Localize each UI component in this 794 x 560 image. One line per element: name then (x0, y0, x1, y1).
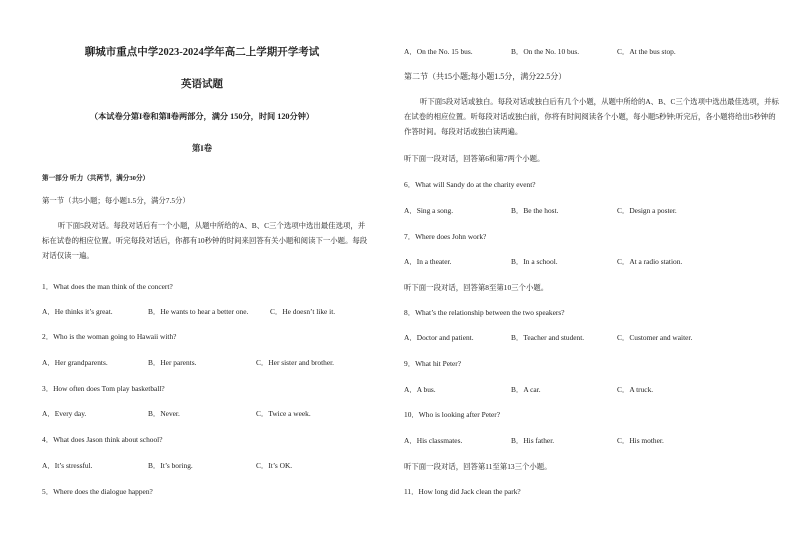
question-2: 2．Who is the woman going to Hawaii with? (42, 332, 177, 341)
option-3b: B．Never. (148, 409, 180, 418)
question-6: 6．What will Sandy do at the charity event? (404, 180, 536, 189)
question-1: 1．What does the man think of the concert? (42, 282, 173, 291)
question-5: 5．Where does the dialogue happen? (42, 487, 153, 496)
dialogue-8-intro: 听下面一段对话，回答第8至第10三个小题。 (404, 283, 549, 292)
option-1c: C．He doesn’t like it. (270, 307, 336, 316)
question-10: 10．Who is looking after Peter? (404, 410, 501, 419)
option-9b: B．A car. (511, 385, 541, 394)
dialogue-11-intro: 听下面一段对话，回答第11至第13三个小题。 (404, 462, 552, 471)
question-11: 11．How long did Jack clean the park? (404, 487, 521, 496)
option-8b: B．Teacher and student. (511, 333, 585, 342)
option-8c: C．Customer and waiter. (617, 333, 693, 342)
option-7a: A．In a theater. (404, 257, 452, 266)
option-2b: B．Her parents. (148, 358, 197, 367)
option-5b: B．On the No. 10 bus. (511, 47, 580, 56)
option-3c: C．Twice a week. (256, 409, 311, 418)
option-1b: B．He wants to hear a better one. (148, 307, 249, 316)
exam-subtitle: 英语试题 (181, 79, 223, 90)
option-5a: A．On the No. 15 bus. (404, 47, 473, 56)
option-7c: C．At a radio station. (617, 257, 683, 266)
option-2c: C．Her sister and brother. (256, 358, 334, 367)
option-5c: C．At the bus stop. (617, 47, 676, 56)
option-6a: A．Sing a song. (404, 206, 454, 215)
option-4c: C．It’s OK. (256, 461, 293, 470)
option-6c: C．Design a poster. (617, 206, 677, 215)
option-6b: B．Be the host. (511, 206, 559, 215)
question-3: 3．How often does Tom play basketball? (42, 384, 165, 393)
exam-title: 聊城市重点中学2023-2024学年高二上学期开学考试 (84, 47, 320, 58)
option-10a: A．His classmates. (404, 436, 463, 445)
question-7: 7．Where does John work? (404, 232, 487, 241)
question-4: 4．What does Jason think about school? (42, 435, 163, 444)
question-8: 8．What’s the relationship between the two speakers? (404, 308, 565, 317)
option-9a: A．A bus. (404, 385, 436, 394)
option-4a: A．It’s stressful. (42, 461, 93, 470)
instruction-2-paragraph: 听下面5段对话或独白。每段对话或独白后有几个小题，从题中所给的A、B、C三个选项中选出最佳选项，并标在试卷的相应位置。听每段对话或独白前，你将有时间阅读各个小题，每小题5秒钟;听完后，各小题将给出5秒钟的作答时间。每段对话或独白读两遍。 (404, 97, 779, 136)
volume-heading: 第I卷 (191, 144, 212, 153)
option-3a: A．Every day. (42, 409, 87, 418)
option-10c: C．His mother. (617, 436, 664, 445)
option-10b: B．His father. (511, 436, 555, 445)
section-heading: 第一节（共5小题；每小题1.5分，满分7.5分） (42, 196, 190, 205)
part-heading: 第一部分 听力（共两节，满分30分） (42, 175, 150, 182)
dialogue-6-intro: 听下面一段对话，回答第6和第7两个小题。 (404, 154, 545, 163)
option-1a: A．He thinks it’s great. (42, 307, 113, 316)
instruction-paragraph: 听下面5段对话。每段对话后有一个小题，从题中所给的A、B、C三个选项中选出最佳选项，并标在试卷的相应位置。听完每段对话后，你都有10秒钟的时间来回答有关小题和阅读下一小题。每段对话仅读一遍。 (42, 221, 368, 260)
question-9: 9．What hit Peter? (404, 359, 462, 368)
exam-note: （本试卷分第I卷和第Ⅱ卷两部分，满分 150分，时间 120分钟） (89, 112, 315, 121)
option-9c: C．A truck. (617, 385, 654, 394)
section-2-heading: 第二节（共15小题;每小题1.5分，满分22.5分） (404, 72, 567, 81)
option-7b: B．In a school. (511, 257, 558, 266)
option-4b: B．It’s boring. (148, 461, 193, 470)
option-2a: A．Her grandparents. (42, 358, 108, 367)
option-8a: A．Doctor and patient. (404, 333, 474, 342)
